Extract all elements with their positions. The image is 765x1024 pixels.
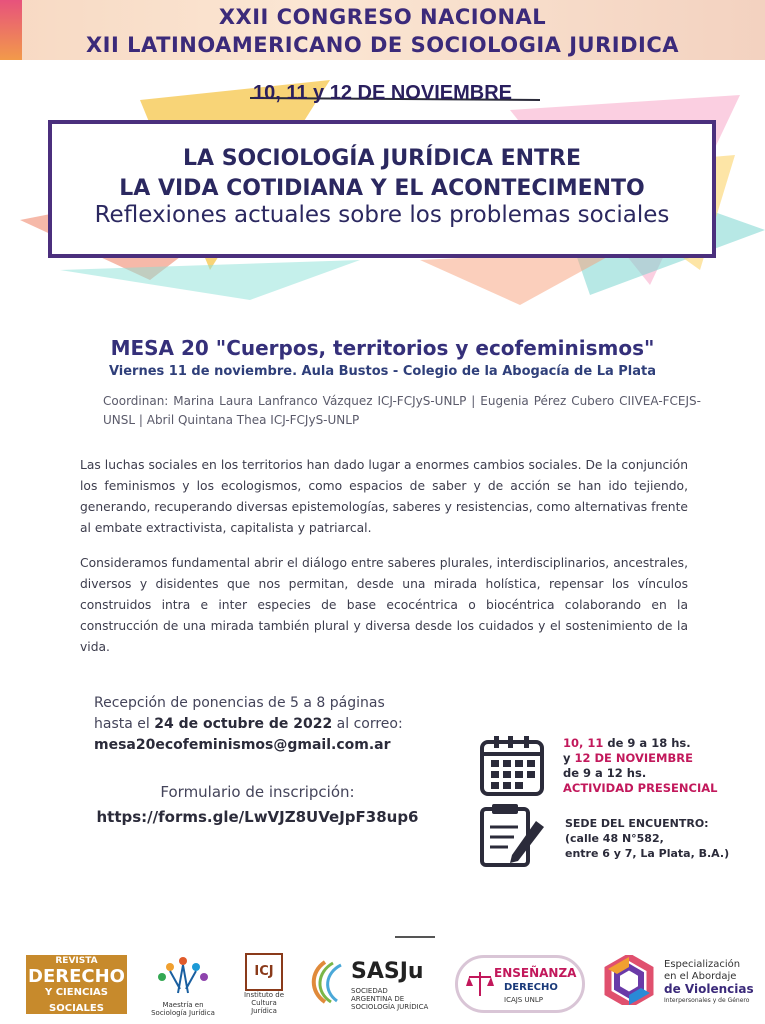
logo-sasju-text: SASJu — [351, 959, 424, 984]
logo-maestria — [150, 953, 216, 1017]
congress-title-line1: XXII CONGRESO NACIONAL — [218, 5, 547, 29]
logo-derecho-side: REVISTA — [55, 955, 98, 966]
venue-label: SEDE DEL ENCUENTRO: — [565, 817, 709, 830]
schedule-line1 — [563, 736, 763, 751]
logo-ensenanza-text: ENSEÑANZA — [494, 966, 577, 980]
scales-icon — [466, 970, 494, 998]
schedule-days: 10, 11 — [563, 736, 604, 750]
divider — [395, 936, 435, 938]
registration-form-label: Formulario de inscripción: — [160, 783, 355, 801]
description-paragraph-1: Las luchas sociales en los territorios han dado lugar a enormes cambios sociales. De la conjunción los feminismos y los ecologismos, como espacios de saber y de acción se han ido tejiendo, generando, recuperando diversas epistemologías, saberes y resistencias, como alternativas frente al embate extractivista, capitalista y patriarcal. — [80, 458, 688, 535]
logo-revista-derecho — [26, 955, 127, 1014]
venue-line1: (calle 48 N°582, — [565, 832, 664, 845]
calendar-icon — [478, 734, 548, 798]
logo-ensenanza — [455, 955, 585, 1013]
logo-icj — [240, 953, 288, 1015]
panel-title: MESA 20 "Cuerpos, territorios y ecofeminismos" — [110, 336, 655, 360]
logo-derecho-top: DERECHO — [28, 965, 125, 987]
maestria-figures-icon — [150, 953, 216, 997]
schedule-line2 — [563, 751, 763, 766]
deadline-pre: hasta el — [94, 716, 155, 732]
logo-icj-caption: Instituto de Cultura Jurídica — [243, 991, 285, 1015]
theme-title-line2: LA VIDA COTIDIANA Y EL ACONTECIMENTO — [119, 176, 645, 201]
panel-coordinators: Coordinan: Marina Laura Lanfranco Vázquez ICJ-FCJyS-UNLP | Eugenia Pérez Cubero CIIVEA-FCEJS-UNSL | Abril Quintana Thea ICJ-FCJyS-UNLP — [103, 394, 701, 427]
registration-form-link[interactable]: https://forms.gle/LwVJZ8UVeJpF38up6 — [96, 808, 419, 826]
violencias-line1: Especialización — [664, 959, 741, 970]
logo-sasju — [305, 955, 435, 1015]
venue-line2: entre 6 y 7, La Plata, B.A.) — [565, 847, 730, 860]
schedule-day2: 12 DE NOVIEMBRE — [574, 751, 693, 765]
schedule-and: y — [563, 751, 575, 765]
violencias-caption: Interpersonales y de Género — [664, 997, 750, 1004]
violencias-hexagon-icon — [604, 955, 654, 1005]
deadline-post: al correo: — [332, 716, 403, 732]
sasju-emblem-icon — [305, 957, 347, 1007]
logo-maestria-caption: Maestría en Sociología Jurídica — [151, 1001, 215, 1017]
submission-pages: Recepción de ponencias de 5 a 8 páginas — [94, 695, 385, 711]
event-dates-banner: 10, 11 y 12 DE NOVIEMBRE — [252, 82, 512, 104]
schedule-info — [563, 736, 763, 796]
violencias-line3: de Violencias — [664, 982, 754, 996]
deadline-date: 24 de octubre de 2022 — [154, 716, 333, 732]
schedule-mode: ACTIVIDAD PRESENCIAL — [563, 781, 718, 795]
sponsor-logos — [0, 945, 765, 1024]
theme-title-box — [48, 120, 716, 258]
form-notepad-icon — [478, 803, 548, 869]
submission-info — [94, 693, 454, 756]
submission-email[interactable]: mesa20ecofeminismos@gmail.com.ar — [94, 737, 391, 753]
violencias-line2: en el Abordaje — [664, 971, 737, 982]
theme-title-line1: LA SOCIOLOGÍA JURÍDICA ENTRE — [182, 146, 582, 171]
congress-title-line2: XII LATINOAMERICANO DE SOCIOLOGIA JURIDICA — [85, 33, 679, 57]
logo-ensenanza-caption: ICAJS UNLP — [504, 996, 543, 1004]
theme-subtitle: Reflexiones actuales sobre los problemas sociales — [94, 202, 670, 228]
logo-derecho-bottom: Y CIENCIAS SOCIALES — [45, 986, 108, 1014]
logo-violencias — [604, 955, 759, 1015]
submission-deadline — [94, 714, 454, 735]
venue-info — [565, 816, 765, 861]
description-paragraph-2: Consideramos fundamental abrir el diálogo entre saberes plurales, interdisciplinarios, ancestrales, diversos y disidentes que nos permitan, desde una mirada holística, repensar los vínculos construidos intra e inter especies de base ecocéntrica o biocéntrica colaborando en la construcción de una mirada también plural y diversa desde los cuidados y el sostenimiento de la vida. — [80, 556, 688, 654]
logo-sasju-caption: SOCIEDAD ARGENTINA DE SOCIOLOGÍA JURÍDICA — [351, 987, 429, 1011]
panel-date-location: Viernes 11 de noviembre. Aula Bustos - Colegio de la Abogacía de La Plata — [108, 364, 657, 379]
logo-violencias-text — [664, 959, 754, 1007]
schedule-hours2: de 9 a 12 hs. — [563, 766, 647, 780]
logo-ensenanza-sub: DERECHO — [504, 982, 558, 993]
logo-icj-letters: ICJ — [245, 953, 283, 991]
schedule-hours1: de 9 a 18 hs. — [603, 736, 691, 750]
